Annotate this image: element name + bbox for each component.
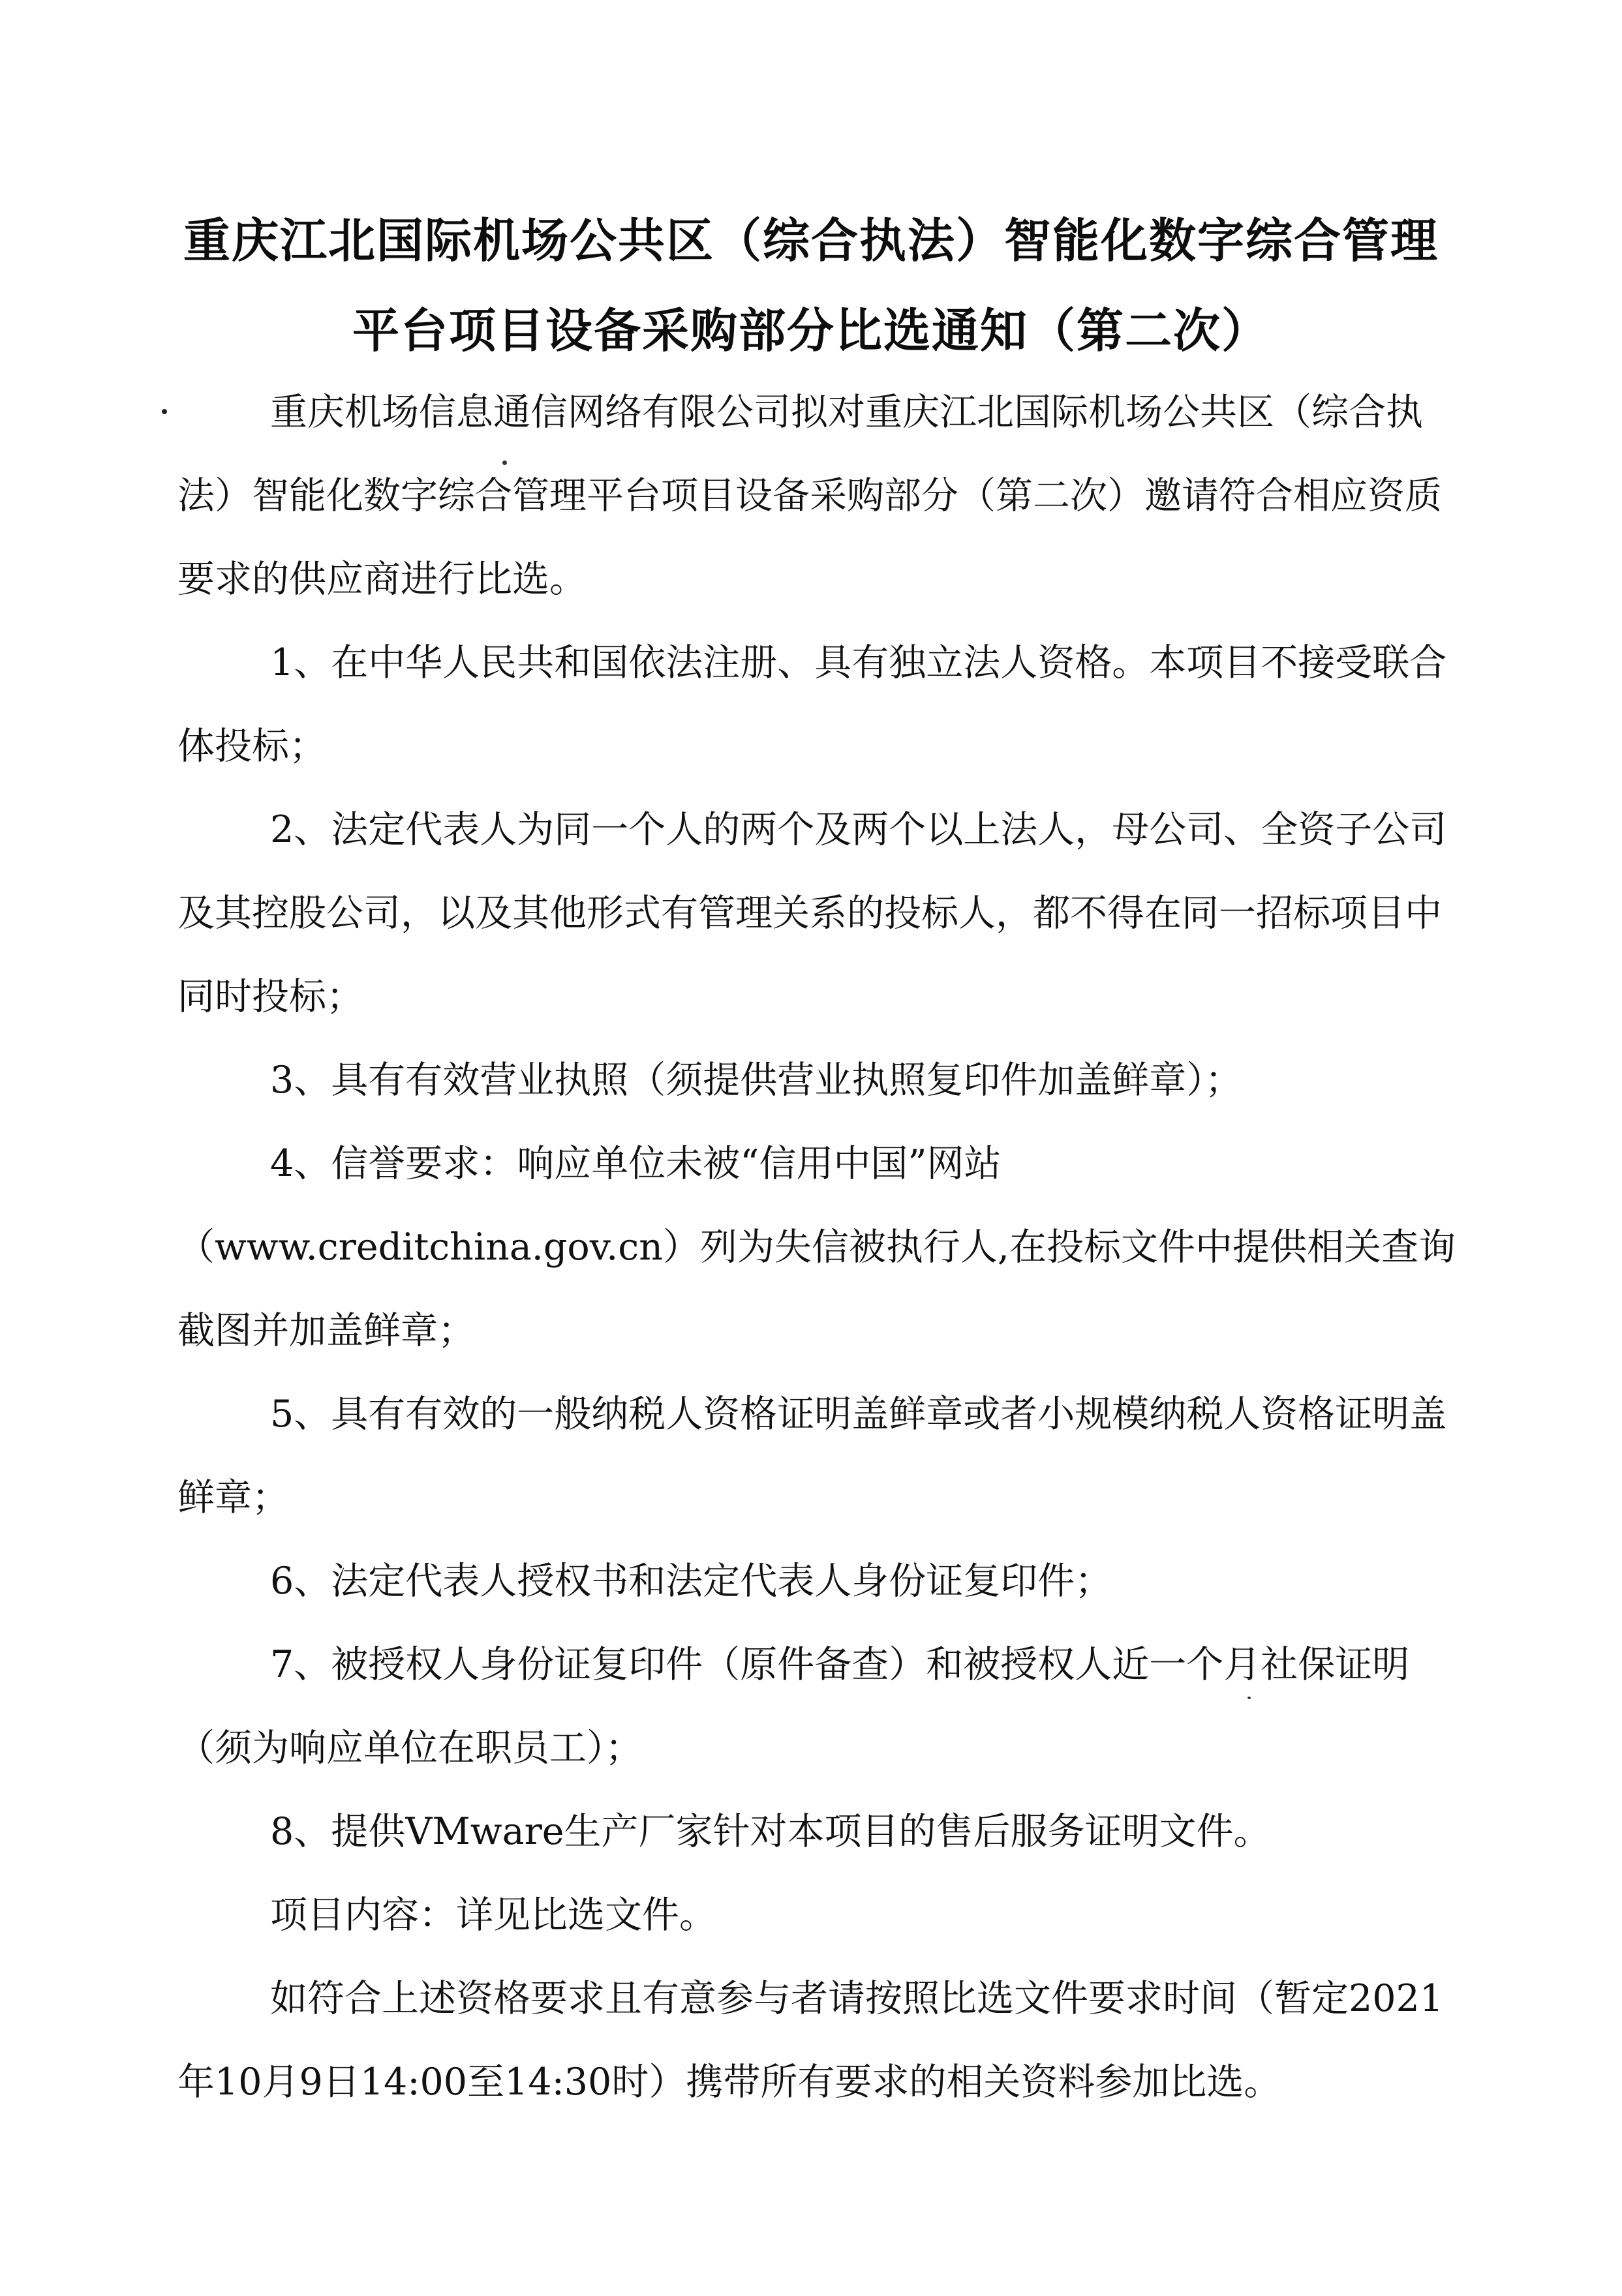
project-content-paragraph: 项目内容：详见比选文件。 xyxy=(270,1894,716,1937)
document-body xyxy=(177,370,1456,2124)
requirement-item: 5、具有有效的一般纳税人资格证明盖鲜章或者小规模纳税人资格证明盖鲜章； xyxy=(177,1393,1447,1519)
closing-paragraph: 如符合上述资格要求且有意参与者请按照比选文件要求时间（暂定2021年10月9日14:00至14:30时）携带所有要求的相关资料参加比选。 xyxy=(177,1977,1444,2104)
title-line-2: 平台项目设备采购部分比选通知（第二次） xyxy=(352,303,1270,358)
requirement-item: 4、信誉要求：响应单位未被“信用中国”网站（www.creditchina.gov.cn）列为失信被执行人,在投标文件中提供相关查询截图并加盖鲜章； xyxy=(177,1142,1456,1352)
document-title xyxy=(163,196,1459,376)
requirement-item: 3、具有有效营业执照（须提供营业执照复印件加盖鲜章）； xyxy=(270,1059,1242,1102)
requirement-item: 7、被授权人身份证复印件（原件备查）和被授权人近一个月社保证明（须为响应单位在职员工）； xyxy=(177,1643,1410,1770)
requirement-item: 6、法定代表人授权书和法定代表人身份证复印件； xyxy=(270,1560,1112,1603)
scan-mark xyxy=(162,409,167,414)
requirement-item: 2、法定代表人为同一个人的两个及两个以上法人，母公司、全资子公司及其控股公司，以及其他形式有管理关系的投标人，都不得在同一招标项目中同时投标； xyxy=(177,808,1447,1018)
requirement-item: 1、在中华人民共和国依法注册、具有独立法人资格。本项目不接受联合体投标； xyxy=(177,641,1447,768)
requirement-item: 8、提供VMware生产厂家针对本项目的售后服务证明文件。 xyxy=(270,1810,1271,1853)
title-line-1: 重庆江北国际机场公共区（综合执法）智能化数字综合管理 xyxy=(183,213,1439,268)
intro-paragraph: 重庆机场信息通信网络有限公司拟对重庆江北国际机场公共区（综合执法）智能化数字综合管理平台项目设备采购部分（第二次）邀请符合相应资质要求的供应商进行比选。 xyxy=(177,391,1442,601)
